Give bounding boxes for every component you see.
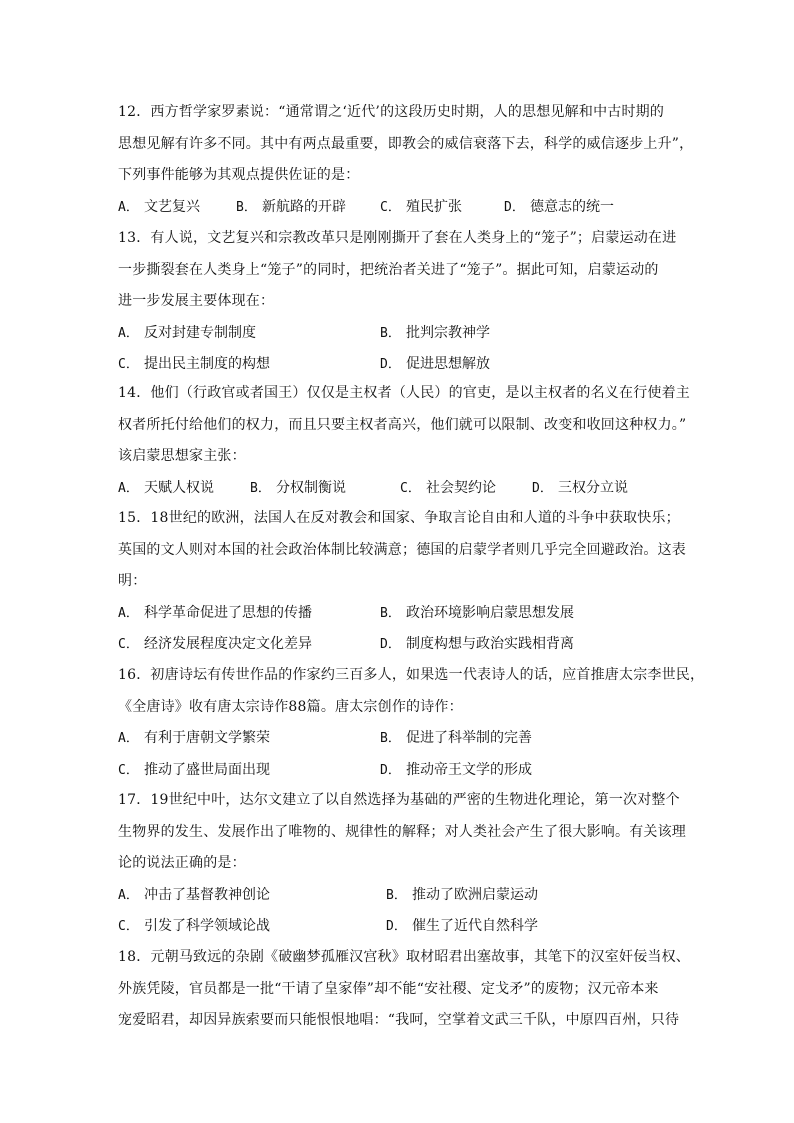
question-12 bbox=[118, 97, 694, 223]
question-16-line-2: 《全唐诗》收有唐太宗诗作88篇。唐太宗创作的诗作： bbox=[118, 698, 463, 715]
option-a[interactable]: A． 反对封建专制制度 bbox=[118, 324, 256, 341]
question-14 bbox=[118, 378, 691, 504]
question-17-line-3: 论的说法正确的是： bbox=[118, 855, 246, 872]
question-18-line-2: 外族凭陵，官员都是一批“干请了皇家俸”却不能“安社稷、定戈矛”的废物；汉元帝本来 bbox=[118, 980, 659, 997]
option-d[interactable]: D． 三权分立说 bbox=[532, 479, 628, 496]
option-b[interactable]: B． 批判宗教神学 bbox=[380, 324, 490, 341]
option-c[interactable]: C． 引发了科学领域论战 bbox=[118, 918, 270, 935]
question-13-line-2: 一步撕裂套在人类身上“笼子”的同时，把统治者关进了“笼子”。据此可知，启蒙运动的 bbox=[118, 261, 659, 278]
question-16-options-row-1 bbox=[118, 723, 684, 755]
question-12-options bbox=[118, 192, 684, 224]
question-17-line-1: 17．19世纪中叶，达尔文建立了以自然选择为基础的严密的生物进化理论，第一次对整个 bbox=[118, 792, 680, 808]
question-14-options bbox=[118, 473, 684, 505]
option-b[interactable]: B． 新航路的开辟 bbox=[236, 198, 346, 215]
question-14-line-3: 该启蒙思想家主张： bbox=[118, 448, 246, 465]
question-17-options-row-1 bbox=[118, 880, 684, 912]
option-a[interactable]: A． 有利于唐朝文学繁荣 bbox=[118, 730, 270, 747]
question-15-line-3: 明： bbox=[118, 573, 147, 590]
option-c[interactable]: C． 提出民主制度的构想 bbox=[118, 356, 270, 373]
option-c[interactable]: C． 经济发展程度决定文化差异 bbox=[118, 636, 312, 653]
question-13-line-3: 进一步发展主要体现在： bbox=[118, 293, 275, 310]
option-d[interactable]: D． 德意志的统一 bbox=[504, 198, 614, 215]
option-a[interactable]: A． 文艺复兴 bbox=[118, 198, 200, 215]
question-13-options-row-1 bbox=[118, 318, 684, 350]
option-c[interactable]: C． 社会契约论 bbox=[400, 479, 496, 496]
question-14-line-2: 权者所托付给他们的权力，而且只要主权者高兴，他们就可以限制、改变和收回这种权力。” bbox=[118, 416, 687, 433]
option-d[interactable]: D． 促进思想解放 bbox=[380, 356, 490, 373]
option-a[interactable]: A． 冲击了基督教神创论 bbox=[118, 886, 270, 903]
question-18-line-3: 宠爱昭君，却因异族索要而只能恨恨地唱：“我呵，空掌着文武三千队，中原四百州，只待 bbox=[118, 1012, 680, 1029]
question-12-line-1: 12．西方哲学家罗素说：“通常谓之‘近代’的这段历史时期，人的思想见解和中古时期的 bbox=[118, 104, 665, 120]
option-c[interactable]: C． 推动了盛世局面出现 bbox=[118, 761, 270, 778]
option-b[interactable]: B． 推动了欧洲启蒙运动 bbox=[386, 886, 538, 903]
question-13-line-1: 13．有人说，文艺复兴和宗教改革只是刚刚撕开了套在人类身上的“笼子”；启蒙运动在进 bbox=[118, 230, 677, 246]
question-16-line-1: 16．初唐诗坛有传世作品的作家约三百多人，如果选一代表诗人的话，应首推唐太宗李世民， bbox=[118, 667, 705, 683]
question-15-options-row-1 bbox=[118, 598, 684, 630]
question-13 bbox=[118, 223, 684, 381]
question-15-options-row-2 bbox=[118, 629, 684, 661]
option-b[interactable]: B． 政治环境影响启蒙思想发展 bbox=[380, 604, 574, 621]
question-12-line-3: 下列事件能够为其观点提供佐证的是： bbox=[118, 167, 360, 184]
option-c[interactable]: C． 殖民扩张 bbox=[380, 198, 462, 215]
question-15 bbox=[118, 503, 684, 661]
question-17-options-row-2 bbox=[118, 911, 684, 943]
option-d[interactable]: D． 制度构想与政治实践相背离 bbox=[380, 636, 574, 653]
question-15-line-1: 15．18世纪的欧洲，法国人在反对教会和国家、争取言论自由和人道的斗争中获取快乐； bbox=[118, 510, 680, 526]
question-17 bbox=[118, 785, 684, 943]
question-13-options-row-2 bbox=[118, 349, 684, 381]
option-d[interactable]: D． 推动帝王文学的形成 bbox=[380, 761, 532, 778]
question-15-line-2: 英国的文人则对本国的社会政治体制比较满意；德国的启蒙学者则几乎完全回避政治。这表 bbox=[118, 541, 686, 558]
option-a[interactable]: A． 科学革命促进了思想的传播 bbox=[118, 604, 312, 621]
option-b[interactable]: B． 分权制衡说 bbox=[250, 479, 346, 496]
question-17-line-2: 生物界的发生、发展作出了唯物的、规律性的解释；对人类社会产生了很大影响。有关该理 bbox=[118, 823, 686, 840]
question-14-line-1: 14．他们（行政官或者国王）仅仅是主权者（人民）的官吏，是以主权者的名义在行使着主 bbox=[118, 385, 691, 401]
question-18 bbox=[118, 942, 691, 1037]
option-a[interactable]: A． 天赋人权说 bbox=[118, 479, 214, 496]
question-16 bbox=[118, 660, 705, 786]
option-d[interactable]: D． 催生了近代自然科学 bbox=[386, 918, 538, 935]
option-b[interactable]: B． 促进了科举制的完善 bbox=[380, 730, 532, 747]
question-12-line-2: 思想见解有许多不同。其中有两点最重要，即教会的威信衰落下去，科学的威信逐步上升”， bbox=[118, 135, 694, 152]
question-18-line-1: 18．元朝马致远的杂剧《破幽梦孤雁汉宫秋》取材昭君出塞故事，其笔下的汉室奸佞当权、 bbox=[118, 949, 691, 965]
question-16-options-row-2 bbox=[118, 755, 684, 787]
